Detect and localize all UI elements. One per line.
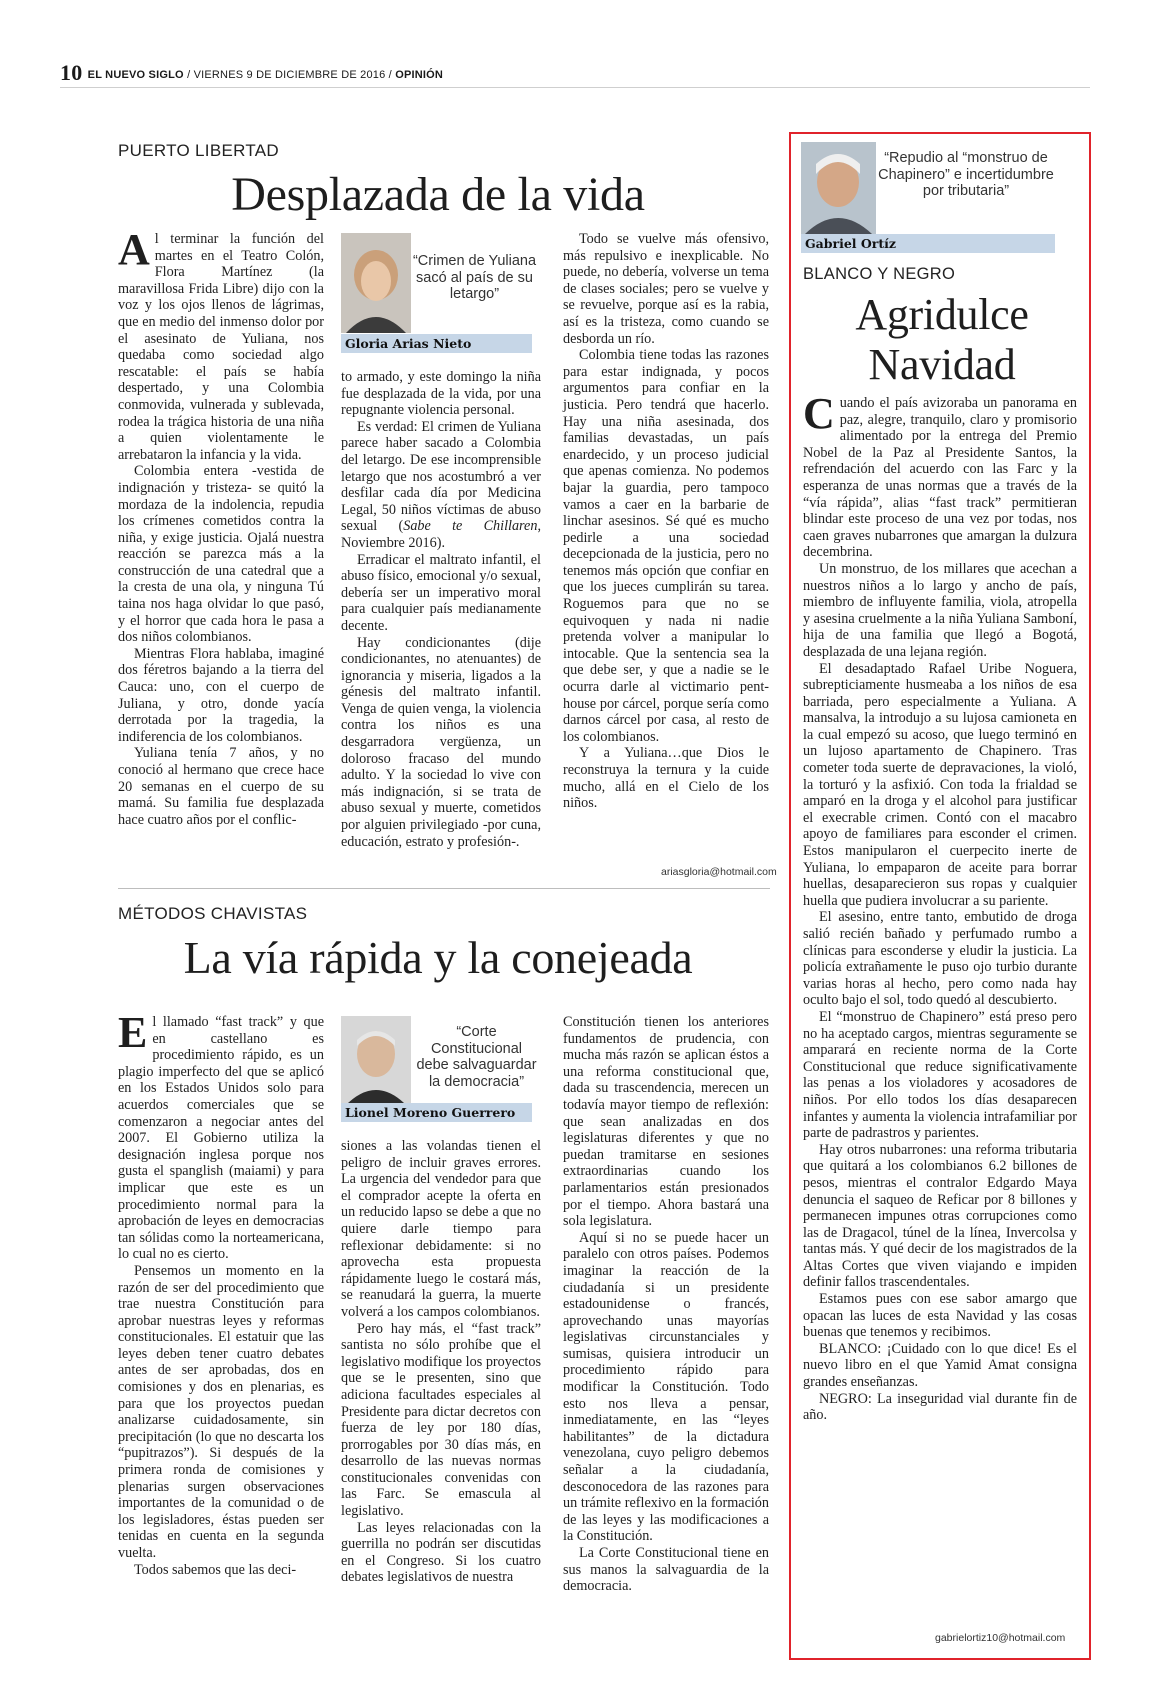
article2-column-1: El llamado “fast track” y que en castellano es procedimiento rápido, es un plagio imperfecto del que se aplicó en los Estados Unidos solo para acuerdos comerciales que se comenzaron a negociar antes del 2007. El Gobierno utiliza la designación inglesa porque nos gusta el spanglish (maiami) y para implicar que este es un procedimiento normal para la aprobación de leyes en democracias tan sólidas como la norteamericana, lo cual no es cierto. Pensemos un momento en la razón de ser del procedimiento que trae nuestra Constitución para aprobar nuestras leyes y reformas constitucionales. El estatuir que las leyes deben tener cuatro debates antes de ser aprobadas, dos en comisiones y dos en plenarias, es para que los proyectos puedan analizarse cuidadosamente, sin precipitación (lo que no descarta los “pupitrazos”). Si después de la primera ronda de comisiones y plenarias surgen observaciones importantes de la comunidad o de los legisladores, éstas pueden ser tenidas en cuenta en la segunda vuelta. Todos sabemos que las deci- [118, 1008, 324, 1578]
article2-headline: La vía rápida y la conejeada [183, 932, 693, 983]
article1-pull-quote: “Crimen de Yuliana sacó al país de su letargo” [412, 253, 537, 302]
article2-column-3: Constitución tienen los anteriores fundamentos de prudencia, con mucha más razón se aplican éstos a una reforma constitucional que, dada su trascendencia, merecen un todavía mayor tiempo de reflexión: que sean analizadas en dos legislaturas diferentes y que no puedan tramitarse en sesiones extraordinarias cuando los parlamentarios están presionados por el tiempo. Ahora bastará una sola legislatura. Aquí si no se puede hacer un paralelo con otros países. Podemos imaginar la reacción de la ciudadanía si un presidente estadounidense o francés, aprovechando unas mayorías legislativas circunstanciales y sumisas, quisiera introducir un procedimiento rápido para modificar la Constitución. Todo esto nos lleva a pensar, inmediatamente, en las “leyes habilitantes” de la dictadura venezolana, cuyo peligro debemos señalar a la ciudadanía, desconocedora de las razones para un trámite reflexivo en la formación de las leyes y las modificaciones a la Constitución. La Corte Constitucional tiene en sus manos la salvaguardia de la democracia. [563, 1014, 769, 1595]
page-section: OPINIÓN [395, 69, 444, 81]
article1-dropcap: A [118, 225, 150, 274]
sidebar-pull-quote: “Repudio al “monstruo de Chapinero” e incertidumbre por tributaria” [878, 150, 1054, 199]
gabriel-ortiz-portrait [801, 142, 876, 234]
article2-section: MÉTODOS CHAVISTAS [118, 904, 308, 923]
article1-email: ariasgloria@hotmail.com [661, 866, 777, 878]
article1-byline: Gloria Arias Nieto [341, 334, 532, 353]
article2-byline: Lionel Moreno Guerrero [341, 1103, 532, 1122]
gloria-arias-portrait [341, 233, 411, 333]
article1-headline: Desplazada de la vida [231, 168, 645, 221]
sidebar-headline: Agridulce Navidad [855, 290, 1029, 389]
article2-dropcap: E [118, 1008, 148, 1057]
sidebar-email: gabrielortiz10@hotmail.com [935, 1632, 1066, 1644]
article1-column-2: to armado, y este domingo la niña fue desplazada de la vida, por una repugnante violencia personal. Es verdad: El crimen de Yuliana parece haber sacado a Colombia del letargo. De ese incomprensible letargo que nos acostumbró a ver desfilar cada día por Medicina Legal, 50 niños víctimas de abuso sexual (Sabe te Chillaren, Noviembre 2016). Erradicar el maltrato infantil, el abuso físico, emocional y/o sexual, debería ser un imperativo moral para cualquier país medianamente decente. Hay condicionantes (dije condicionantes, no atenuantes) de ignorancia y miseria, ligados a la génesis del maltrato infantil. Venga de quien venga, la violencia contra los niños es una desgarradora vergüenza, un doloroso fracaso del mundo adulto. Y la sociedad lo vive con más indignación, si se trata de abuso sexual y muerte, cometidos por alguien privilegiado -por cuna, educación, estrato y profesión-. [341, 369, 541, 850]
page-number: 10 [60, 60, 83, 85]
article1-column-1: Al terminar la función del martes en el Teatro Colón, Flora Martínez (la maravillosa Frida Libre) dijo con la voz y los ojos llenos de lágrimas, que en medio del inmenso dolor por el asesinato de Yuliana, nos quedaba como sociedad algo rescatable: el país se había despertado, y una Colombia conmovida, vulnerada y sublevada, rodea la trágica historia de una niña a quien violentamente le arrebataron la infancia y la vida. Colombia entera -vestida de indignación y tristeza- se quitó la mordaza de la indolencia, repudia los crímenes cometidos contra la niña, y exige justicia. Ojalá nuestra reacción se parezca más a la construcción de una catedral que a la cresta de una ola, y ninguna Tú taina nos haga olvidar lo que pasó, y el horror que cada hora le pasa a dos niños colombianos. Mientras Flora hablaba, imaginé dos féretros bajando a la tierra del Cauca: uno, con el cuerpo de Juliana, y otro, donde yacía derrotada por la tragedia, la indiferencia de los colombianos. Yuliana tenía 7 años, y no conoció al hermano que crece hace 20 semanas en el cuerpo de su mamá. Su familia fue desplazada hace cuatro años por el conflic- [118, 225, 324, 828]
issue-date: / VIERNES 9 DE DICIEMBRE DE 2016 / [187, 69, 392, 81]
sidebar-byline: Gabriel Ortíz [801, 234, 1055, 253]
publication-name: EL NUEVO SIGLO [87, 69, 184, 81]
article1-section: PUERTO LIBERTAD [118, 141, 280, 160]
lionel-moreno-portrait [341, 1016, 411, 1106]
page-folio [60, 60, 1090, 88]
sidebar-dropcap: C [803, 389, 835, 438]
article1-column-3: Todo se vuelve más ofensivo, más repulsivo e inexplicable. No puede, no debería, volverse un tema de clases sociales; pero se vuelve y se revuelve, porque así es la rabia, así es la tristeza, como cuando se desborda un río. Colombia tiene todas las razones para estar indignada, y pocos argumentos para confiar en la justicia. Pero tendrá que hacerlo. Hay una niña asesinada, dos familias devastadas, un país enardecido, y un proceso judicial que apenas comienza. No podemos bajar la guardia, pero tampoco vamos a caer en la barbarie de linchar asesinos. Sé qué es mucho pedirle a una sociedad decepcionada de la justicia, pero no tenemos más opción que confiar en que los jueces cumplirán su tarea. Roguemos para que no se equivoquen y nada ni nadie pretenda volver a manipular lo intocable. Que la sentencia sea la que debe ser, y que a nadie se le ocurra darle al victimario pent-house por cárcel, porque sería como darnos cárcel por casa, al resto de los colombianos. Y a Yuliana…que Dios le reconstruya la ternura y la cuide mucho, allá en el Cielo de los niños. [563, 231, 769, 812]
article-divider [118, 888, 770, 889]
article2-column-2: siones a las volandas tienen el peligro de incluir graves errores. La urgencia del vendedor para que el comprador acepte la oferta en un reducido lapso se debe a que no quiere darle tiempo para reflexionar debidamente: si no aprovecha esta propuesta rápidamente luego le costará más, se reanudará la guerra, la muerte volverá a los campos colombianos. Pero hay más, el “fast track” santista no sólo prohíbe que el legislativo modifique los proyectos que se le presenten, sino que adiciona facultades especiales al Presidente para dictar decretos con fuerza de ley por 180 días, prorrogables por 30 días más, en desarrollo de las nuevas normas constitucionales convenidas con las Farc. Se emascula al legislativo. Las leyes relacionadas con la guerrilla no podrán ser discutidas en el Congreso. Si los cuatro debates legislativos de nuestra [341, 1138, 541, 1586]
sidebar-body: Cuando el país avizoraba un panorama en paz, alegre, tranquilo, claro y promisorio alimentado por la entrega del Premio Nobel de la Paz al Presidente Santos, la refrendación del acuerdo con las Farc y la esperanza de unas normas que a través de la “vía rápida”, alias “fast track” permitieran blindar este proceso de una vez por todas, nos caen graves nubarrones que amargan la dulzura decembrina. Un monstruo, de los millares que acechan a nuestros niños a lo largo y ancho de país, miembro de influyente familia, viola, atropella y asesina cruelmente a la niña Yuliana Samboní, hija de una familia que llegó a Bogotá, desplazada de una lejana región. El desadaptado Rafael Uribe Noguera, subrepticiamente husmeaba a los niños de esa barriada, pero especialmente a Yuliana. A mansalva, la introdujo a su lujosa camioneta en la cual empezó su acoso, que luego terminó en un lujoso apartamento de Chapinero. Tras cometer toda suerte de depravaciones, la violó, la torturó y la asfixió. Con toda la frialdad se amparó en la droga y el alcohol para justificar el execrable crimen. Contó con el macabro apoyo de familiares para esconder el crimen. Estos manipularon el cuerpecito inerte de Yuliana, lo empaparon de aceite para borrar huellas, desaparecieron sus ropas y cualquier huella que pudiera involucrar a su pariente. El asesino, entre tanto, embutido de droga salió recién bañado y perfumado rumbo a clínicas para esconderse y eludir la justicia. La policía extrañamente le puso ojo turbio durante varias horas al hecho, pero como nada hay oculto bajo el sol, todo quedó al descubierto. El “monstruo de Chapinero” está preso pero no ha aceptado cargos, mientras seguramente se amparará en reciente norma de la Corte Constitucional que reduce significativamente las penas a los violadores y acosadores de niños. Por ello todos los días desaparecen infantes y aumenta la violencia intrafamiliar por parte de padrastros y parientes. Hay otros nubarrones: una reforma tributaria que quitará a los colombianos 6.2 billones de pesos, mientras el contralor Edgardo Maya denuncia el saqueo de Reficar por 8 billones y permanecen impunes otras corrupciones como las de Dragacol, túnel de la línea, Invercolsa y tantas más. Y qué decir de los magistrados de la Altas Cortes que viven viajando e impiden definir fallos trascendentales. Estamos pues con ese sabor amargo que opacan las luces de esta Navidad y las cosas buenas que tenemos y recibimos. BLANCO: ¡Cuidado con lo que dice! Es el nuevo libro en el que Yamid Amat consigna grandes enseñanzas. NEGRO: La inseguridad vial durante fin de año. [803, 389, 1077, 1424]
article2-pull-quote: “Corte Constitucional debe salvaguardar la democracia” [416, 1024, 537, 1090]
sidebar-section: BLANCO Y NEGRO [803, 265, 956, 283]
